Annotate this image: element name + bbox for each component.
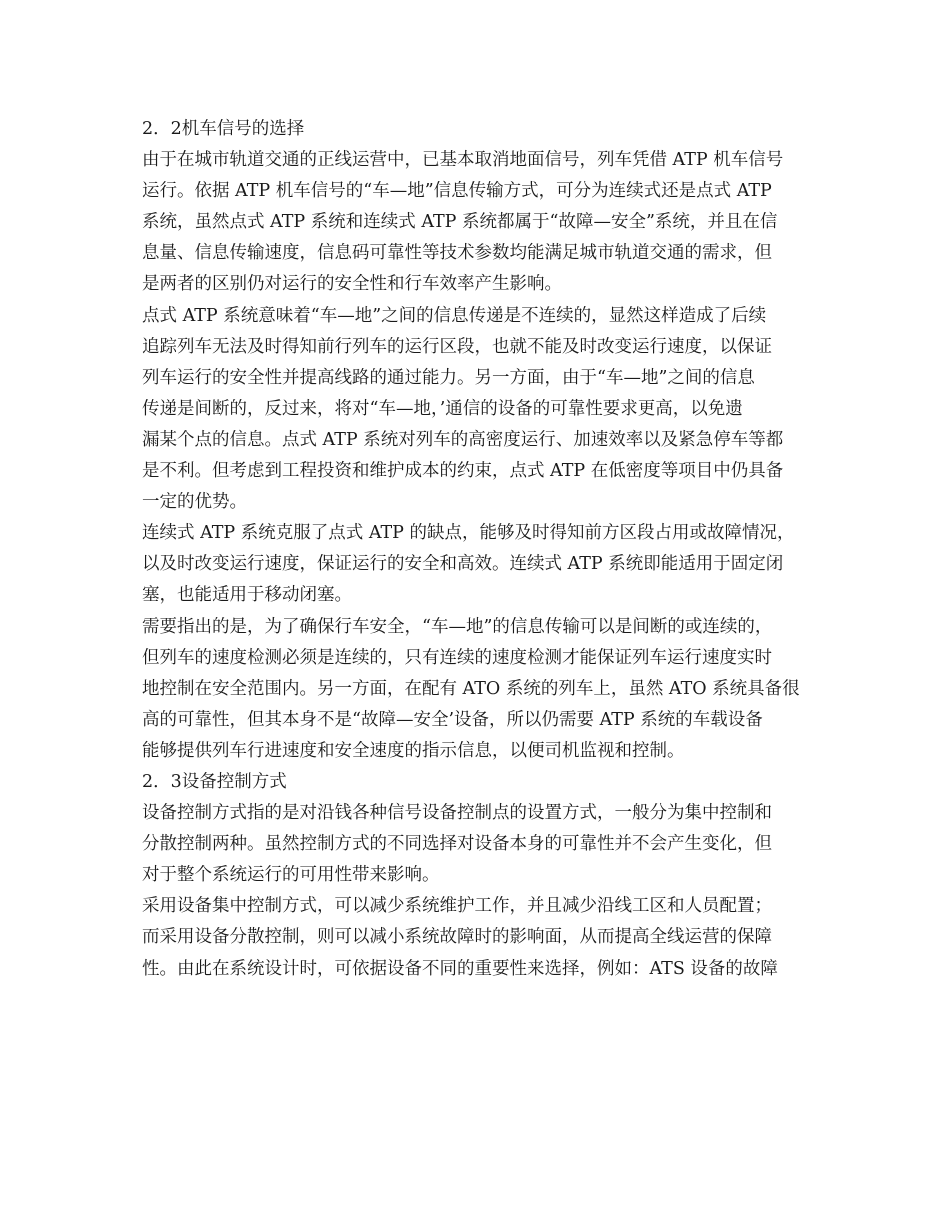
text-line: 息量、信息传输速度，信息码可靠性等技术参数均能满足城市轨道交通的需求，但 [142,243,772,264]
text-line: 塞，也能适用于移动闭塞。 [142,585,352,606]
text-line: 能够提供列车行进速度和安全速度的指示信息，以便司机监视和控制。 [142,740,685,761]
text-line: 以及时改变运行速度，保证运行的安全和高效。连续式 ATP 系统即能适用于固定闭 [142,554,784,575]
text-line: 运行。依据 ATP 机车信号的“车—地”信息传输方式，可分为连续式还是点式 ATP [142,181,772,202]
text-line: 分散控制两种。虽然控制方式的不同选择对设备本身的可靠性并不会产生变化，但 [142,834,772,855]
text-line: 而采用设备分散控制，则可以减小系统故障时的影响面，从而提高全线运营的保障 [142,927,772,948]
text-line: 高的可靠性，但其本身不是“故障—安全’设备，所以仍需要 ATP 系统的车载设备 [142,709,763,730]
section-heading-2-3: 2．3设备控制方式 [142,771,287,792]
text-line: 是不利。但考虑到工程投资和维护成本的约束，点式 ATP 在低密度等项目中仍具备 [142,461,784,482]
text-line: 性。由此在系统设计时，可依据设备不同的重要性来选择，例如：ATS 设备的故障 [142,958,778,979]
text-line: 一定的优势。 [142,492,247,513]
text-line: 追踪列车无法及时得知前行列车的运行区段，也就不能及时改变运行速度，以保证 [142,336,772,357]
text-line: 系统，虽然点式 ATP 系统和连续式 ATP 系统都属于“故障—安全”系统，并且在信 [142,212,778,233]
text-line: 点式 ATP 系统意味着“车—地”之间的信息传递是不连续的，显然这样造成了后续 [142,305,767,326]
text-line: 列车运行的安全性并提高线路的通过能力。另一方面，由于“车—地”之间的信息 [142,367,755,388]
text-line: 是两者的区别仍对运行的安全性和行车效率产生影响。 [142,274,562,295]
text-line: 但列车的速度检测必须是连续的，只有连续的速度检测才能保证列车运行速度实时 [142,647,772,668]
text-line: 地控制在安全范围内。另一方面，在配有 ATO 系统的列车上，虽然 ATO 系统具备很 [142,678,800,699]
document-body [142,114,832,985]
text-line: 设备控制方式指的是对沿钱各种信号设备控制点的设置方式，一般分为集中控制和 [142,803,772,824]
text-line: 采用设备集中控制方式，可以减少系统维护工作，并且减少沿线工区和人员配置； [142,896,772,917]
text-line: 对于整个系统运行的可用性带来影响。 [142,865,440,886]
text-line: 漏某个点的信息。点式 ATP 系统对列车的高密度运行、加速效率以及紧急停车等都 [142,429,784,450]
text-line: 连续式 ATP 系统克服了点式 ATP 的缺点，能够及时得知前方区段占用或故障情况， [142,523,795,544]
section-heading-2-2: 2．2机车信号的选择 [142,119,305,139]
text-line: 需要指出的是，为了确保行车安全，“车—地”的信息传输可以是间断的或连续的， [142,616,773,637]
text-line: 传递是间断的，反过来，将对“车—地，’通信的设备的可靠性要求更高，以免遗 [142,398,743,419]
text-line: 由于在城市轨道交通的正线运营中，已基本取消地面信号，列车凭借 ATP 机车信号 [142,150,784,171]
